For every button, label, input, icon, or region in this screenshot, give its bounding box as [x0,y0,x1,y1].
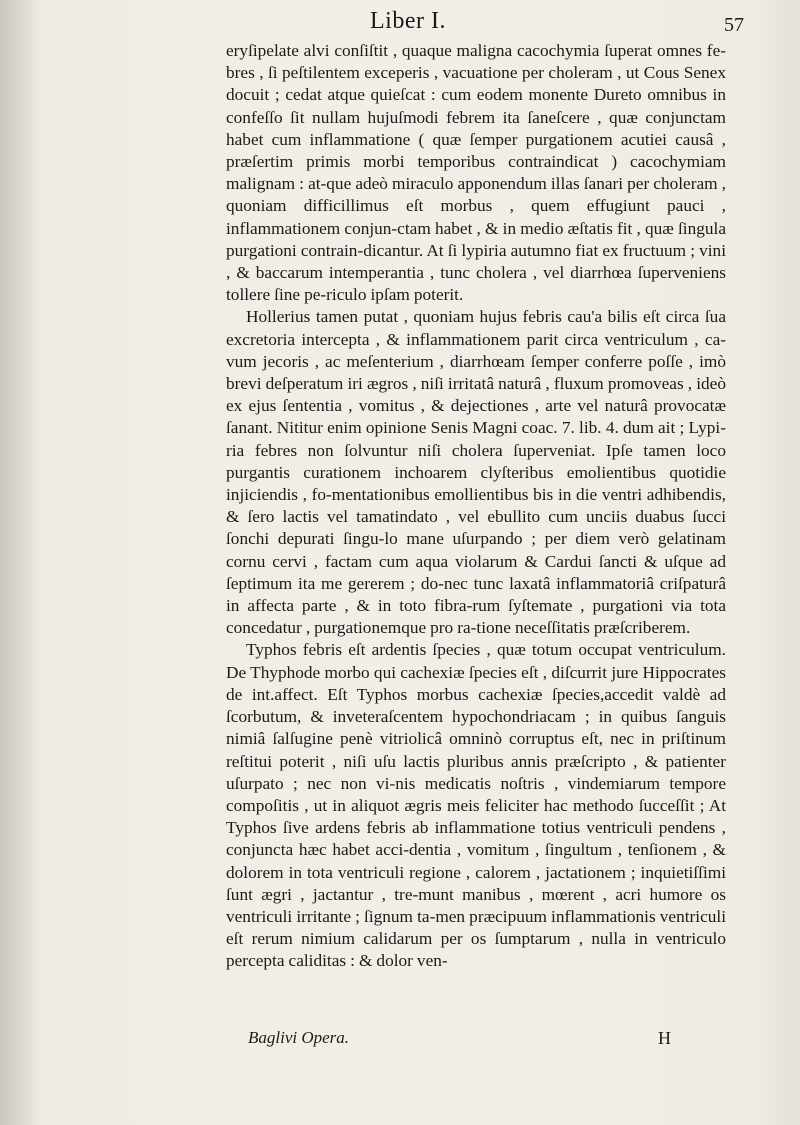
page-header [0,6,800,40]
signature-mark: Baglivi Opera. [248,1028,350,1047]
paragraph-lypiria: eryſipelate alvi conſiſtit , quaque maligna cacochymia ſuperat omnes fe-bres , ſi peſtilentem exceperis , vacuatione per choleram , ut Cous Senex docuit ; cedat atque quieſcat : cum eodem monente Dureto omnibus in confeſſo ſit nullam hujuſmodi febrem ita ſaneſcere , quæ conjunctam habet cum inflammatione ( quæ ſemper purgationem acutiei causâ , præſertim primis morbi temporibus contraindicat ) cacochymiam malignam : at-que adeò miraculo apponendum illas ſanari per choleram , quoniam difficillimus eſt morbus , quem effugiunt pauci , inflammationem conjun-ctam habet , & in medio æſtatis fit , quæ ſingula purgationi contrain-dicantur. At ſi lypiria autumno fiat ex fructuum ; vini , & baccarum intemperantia , tunc cholera , vel diarrhœa ſuperveniens tollere ſine pe-riculo ipſam poterit. [226,41,726,305]
page-number: 57 [724,14,744,36]
paragraph-typhos: Typhos febris eſt ardentis ſpecies , quæ totum occupat ventriculum. De Thyphode morbo qui cachexiæ ſpecies eſt , diſcurrit jure Hippocrates de int.affect. Eſt Typhos morbus cachexiæ ſpecies,accedit valdè ad ſcorbutum, & inveteraſcentem hypochondriacam ; in quibus ſanguis nimiâ ſalſugine penè vitriolicâ omninò corruptus eſt, nec in priſtinum reſtitui poterit , niſi uſu lactis pluribus annis præſcripto , & patienter uſurpato ; nec non vi-nis medicatis noſtris , vindemiarum tempore compoſitis , ut in aliquot ægris meis feliciter hac methodo ſucceſſit ; At Typhos ſive ardens febris ab inflammatione totius ventriculi pendens , conjuncta hæc habet acci-dentia , vomitum , ſingultum , tenſionem , & dolorem in tota ventriculi regione , calorem , jactationem ; inquietiſſimi ſunt ægri , jactantur , tre-munt manibus , mœrent , acri humore os ventriculi irritante ; ſignum ta-men præcipuum inflammationis ventriculi eſt rerum nimium calidarum per os ſumptarum , nulla in ventriculo percepta caliditas : & dolor ven- [226,640,726,971]
page-footer [0,1028,800,1056]
running-title: Liber I. [370,8,446,34]
page-gutter-shadow [0,0,40,1125]
paragraph-hollerius: Hollerius tamen putat , quoniam hujus febris cau'a bilis eſt circa ſua excretoria intercepta , & inflammationem parit circa ventriculum , ca-vum jecoris , ac meſenterium , diarrhœam ſemper conferre poſſe , imò brevi deſperatum iri ægros , niſi irritatâ naturâ , fluxum promoveas , ideò ex ejus ſententia , vomitus , & dejectiones , arte vel naturâ provocatæ ſanant. Nititur enim opinione Senis Magni coac. 7. lib. 4. dum ait ; Lypi-ria febres non ſolvuntur niſi cholera ſuperveniat. Ipſe tamen loco purgantis curationem inchoarem clyſteribus emolientibus quotidie injiciendis , fo-mentationibus emollientibus bis in die ventri adhibendis, & ſero lactis vel tamatindato , vel ebullito cum unciis duabus ſucci ſonchi depurati ſingu-lo mane uſurpando ; per diem verò gelatinam cornu cervi , factam cum aqua violarum & Cardui ſancti & uſque ad ſeptimum ita me gererem ; do-nec tunc laxatâ inflammatoriâ criſpaturâ in affecta parte , & in toto fibra-rum ſyſtemate , purgationi via tota concedatur , purgationemque pro ra-tione neceſſitatis præſcriberem. [226,307,726,638]
gathering-letter: H [658,1028,671,1048]
main-text-block [226,40,726,973]
